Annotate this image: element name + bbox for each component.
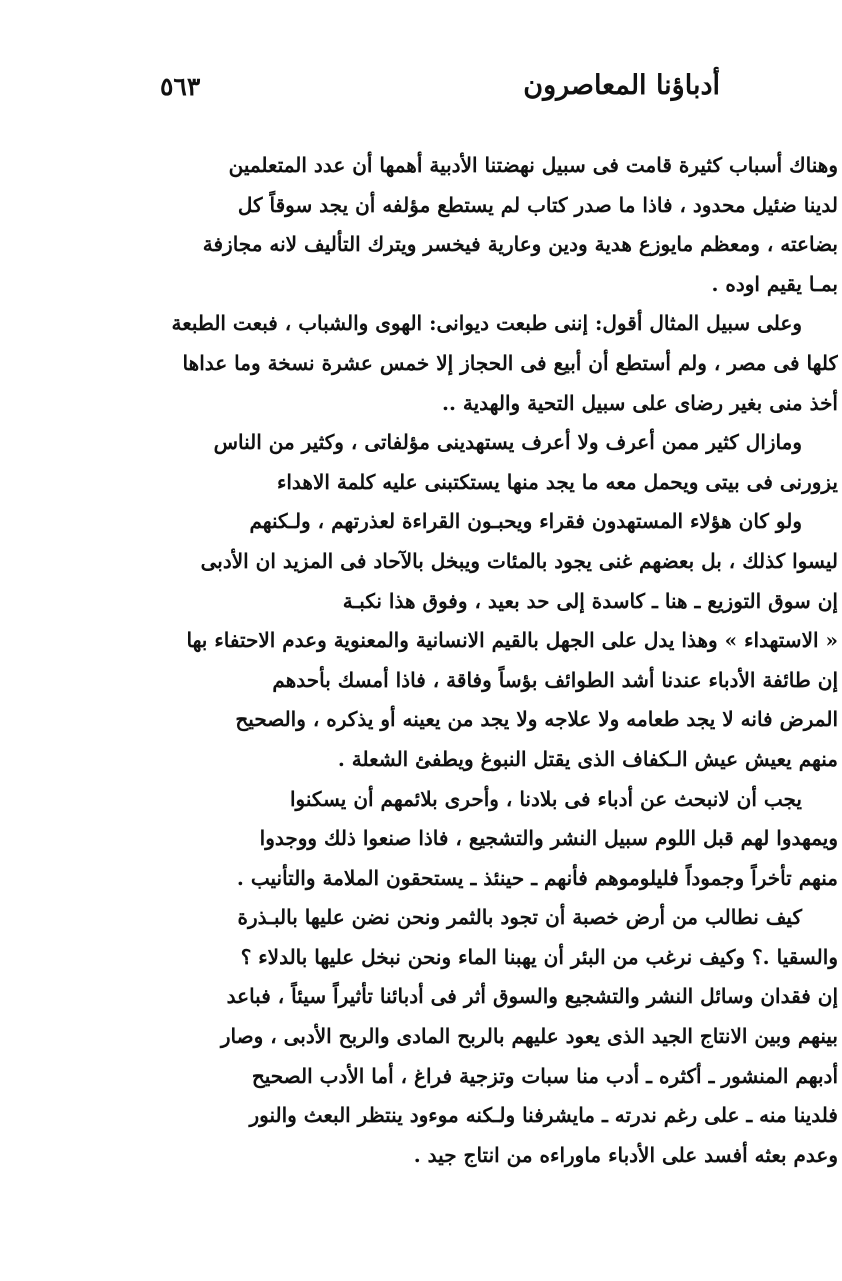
text-line: « الاستهداء » وهذا يدل على الجهل بالقيم الانسانية والمعنوية وعدم الاحتفاء بها: [186, 628, 838, 653]
text-line: ليسوا كذلك ، بل بعضهم غنى يجود بالمئات ويبخل بالآحاد فى المزيد ان الأدبى: [200, 548, 838, 573]
text-line: منهم يعيش عيش الـكفاف الذى يقتل النبوغ ويطفئ الشعلة .: [337, 746, 838, 771]
text-line: إن فقدان وسائل النشر والتشجيع والسوق أثر فى أدبائنا تأثيراً سيئاً ، فباعد: [226, 984, 838, 1009]
text-line: المرض فانه لا يجد طعامه ولا علاجه ولا يجد من يعينه أو يذكره ، والصحيح: [235, 707, 838, 732]
text-line: إن طائفة الأدباء عندنا أشد الطوائف بؤساً وفاقة ، فاذا أمسك بأحدهم: [272, 667, 838, 692]
page-header: [160, 70, 720, 110]
text-line: أخذ منى بغير رضاى على سبيل التحية والهدية ..: [441, 390, 838, 415]
text-line: ومازال كثير ممن أعرف ولا أعرف يستهدينى مؤلفاتى ، وكثير من الناس: [213, 430, 802, 455]
text-line: وهناك أسباب كثيرة قامت فى سبيل نهضتنا الأدبية أهمها أن عدد المتعلمين: [228, 153, 838, 177]
text-line: إن سوق التوزيع ـ هنا ـ كاسدة إلى حد بعيد ، وفوق هذا نكبـة: [342, 588, 838, 613]
text-line: كلها فى مصر ، ولم أستطع أن أبيع فى الحجاز إلا خمس عشرة نسخة وما عداها: [182, 350, 838, 375]
text-line: ويمهدوا لهم قبل اللوم سبيل النشر والتشجيع ، فاذا صنعوا ذلك ووجدوا: [259, 826, 838, 851]
text-line: كيف نطالب من أرض خصبة أن تجود بالثمر ونحن نضن عليها بالبـذرة: [237, 905, 802, 930]
text-line: منهم تأخراً وجموداً فليلوموهم فأنهم ـ حينئذ ـ يستحقون الملامة والتأنيب .: [236, 865, 838, 890]
text-line: وعلى سبيل المثال أقول: إننى طبعت ديوانى: الهوى والشباب ، فبعت الطبعة: [171, 311, 802, 336]
text-line: فلدينا منه ـ على رغم ندرته ـ مايشرفنا ولـكنه موءود ينتظر البعث والنور: [249, 1103, 838, 1128]
text-line: لدينا ضئيل محدود ، فاذا ما صدر كتاب لم يستطع مؤلفه أن يجد سوقاً كل: [237, 192, 838, 217]
text-line: أدبهم المنشور ـ أكثره ـ أدب منا سبات وتزجية فراغ ، أما الأدب الصحيح: [251, 1063, 838, 1088]
text-line: وعدم بعثه أفسد على الأدباء ماوراءه من انتاج جيد .: [413, 1142, 838, 1167]
text-line: بمـا يقيم اوده .: [711, 271, 838, 296]
text-line: ولو كان هؤلاء المستهدون فقراء ويحبـون القراءة لعذرتهم ، ولـكنهم: [249, 509, 802, 534]
text-line: يزورنى فى بيتى ويحمل معه ما يجد منها يستكتبنى عليه كلمة الاهداء: [276, 469, 838, 494]
body-text: [118, 146, 838, 1175]
text-line: بينهم وبين الانتاج الجيد الذى يعود عليهم بالربح المادى والربح الأدبى ، وصار: [220, 1024, 838, 1049]
running-title: أدباؤنا المعاصرون: [523, 70, 720, 101]
text-line: بضاعته ، ومعظم مايوزع هدية ودين وعارية فيخسر ويترك التأليف لانه مجازفة: [202, 232, 838, 257]
text-line: يجب أن لانبحث عن أدباء فى بلادنا ، وأحرى بلائمهم أن يسكنوا: [290, 786, 802, 811]
page-number: ٥٦٣: [160, 72, 201, 101]
text-line: والسقيا .؟ وكيف نرغب من البئر أن يهبنا الماء ونحن نبخل عليها بالدلاء ؟: [240, 944, 838, 969]
